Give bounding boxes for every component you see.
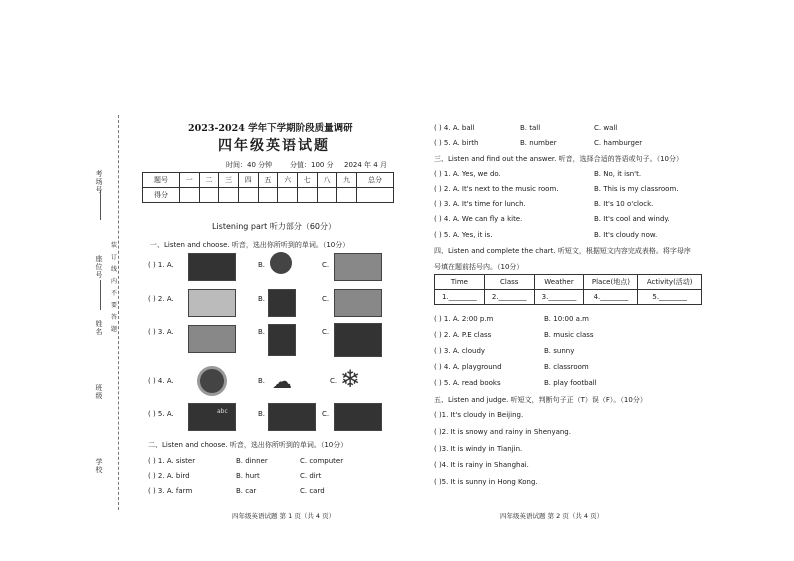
picture-1a [188, 253, 236, 281]
listening-title: Listening part 听力部分（60分） [212, 222, 337, 231]
exam-title: 2023-2024 学年下学期阶段质量调研 [188, 123, 353, 134]
sec5-title: 五、Listen and judge. 听短文，判断句子正（T）误（F）。（10分） [434, 396, 647, 404]
sun-icon [200, 369, 224, 393]
exam-date: 2024 年 4 月 [344, 161, 387, 169]
school-label: 学校 [95, 458, 103, 474]
footer-right: 四年级英语试题 第 2 页（共 4 页） [500, 512, 604, 520]
picture-5a: abc [188, 403, 236, 431]
chart-table: Time Class Weather Place(地点) Activity(活动) 1.________ 2.________ 3.________ 4.________ 5.________ [434, 274, 702, 305]
picture-3a [188, 325, 236, 353]
sec3-title: 三、Listen and find out the answer. 听音，选择合适的答语或句子。（10分） [434, 155, 684, 163]
rain-cloud-icon: ☁ [272, 369, 292, 393]
picture-1c [334, 253, 382, 281]
seat-no-label: 座位号 [95, 255, 103, 279]
class-label: 班级 [95, 384, 103, 400]
picture-2a [188, 289, 236, 317]
sec1-q1: ( ) 1. A. [148, 261, 174, 269]
name-label: 姓名 [95, 320, 103, 336]
picture-5b [268, 403, 316, 431]
picture-2c [334, 289, 382, 317]
sec4-title: 四、Listen and complete the chart. 听短文，根据短文内容完成表格。将字母序 [434, 247, 691, 255]
exam-no-line [100, 190, 102, 220]
picture-3c [334, 323, 382, 357]
picture-5c [334, 403, 382, 431]
picture-3b [268, 324, 296, 356]
score-table: 题号 一 二 三 四 五 六 七 八 九 总分 得分 [142, 172, 394, 203]
sec2-title: 二、Listen and choose. 听音，选出你所听到的单词。（10分） [148, 441, 348, 449]
binding-marks: 装 订 线 内 不 要 答 题 [111, 242, 118, 333]
exam-no-label: 考场号 [95, 170, 103, 194]
seat-no-line [100, 280, 102, 310]
sec1-q2: ( ) 2. A. [148, 295, 174, 303]
exam-score: 分值：100 分 [290, 161, 334, 169]
exam-time: 时间：40 分钟 [226, 161, 273, 169]
sec1-q4: ( ) 4. A. [148, 377, 174, 385]
footer-left: 四年级英语试题 第 1 页（共 4 页） [232, 512, 336, 520]
sec1-q3: ( ) 3. A. [148, 328, 174, 336]
exam-subtitle: 四年级英语试题 [218, 138, 330, 154]
picture-1b [270, 252, 292, 274]
sec1-q5: ( ) 5. A. [148, 410, 174, 418]
picture-2b [268, 289, 296, 317]
sec1-title: 一、Listen and choose. 听音，选出你所听到的单词。（10分） [150, 241, 350, 249]
snowflake-icon: ❄ [340, 365, 361, 393]
